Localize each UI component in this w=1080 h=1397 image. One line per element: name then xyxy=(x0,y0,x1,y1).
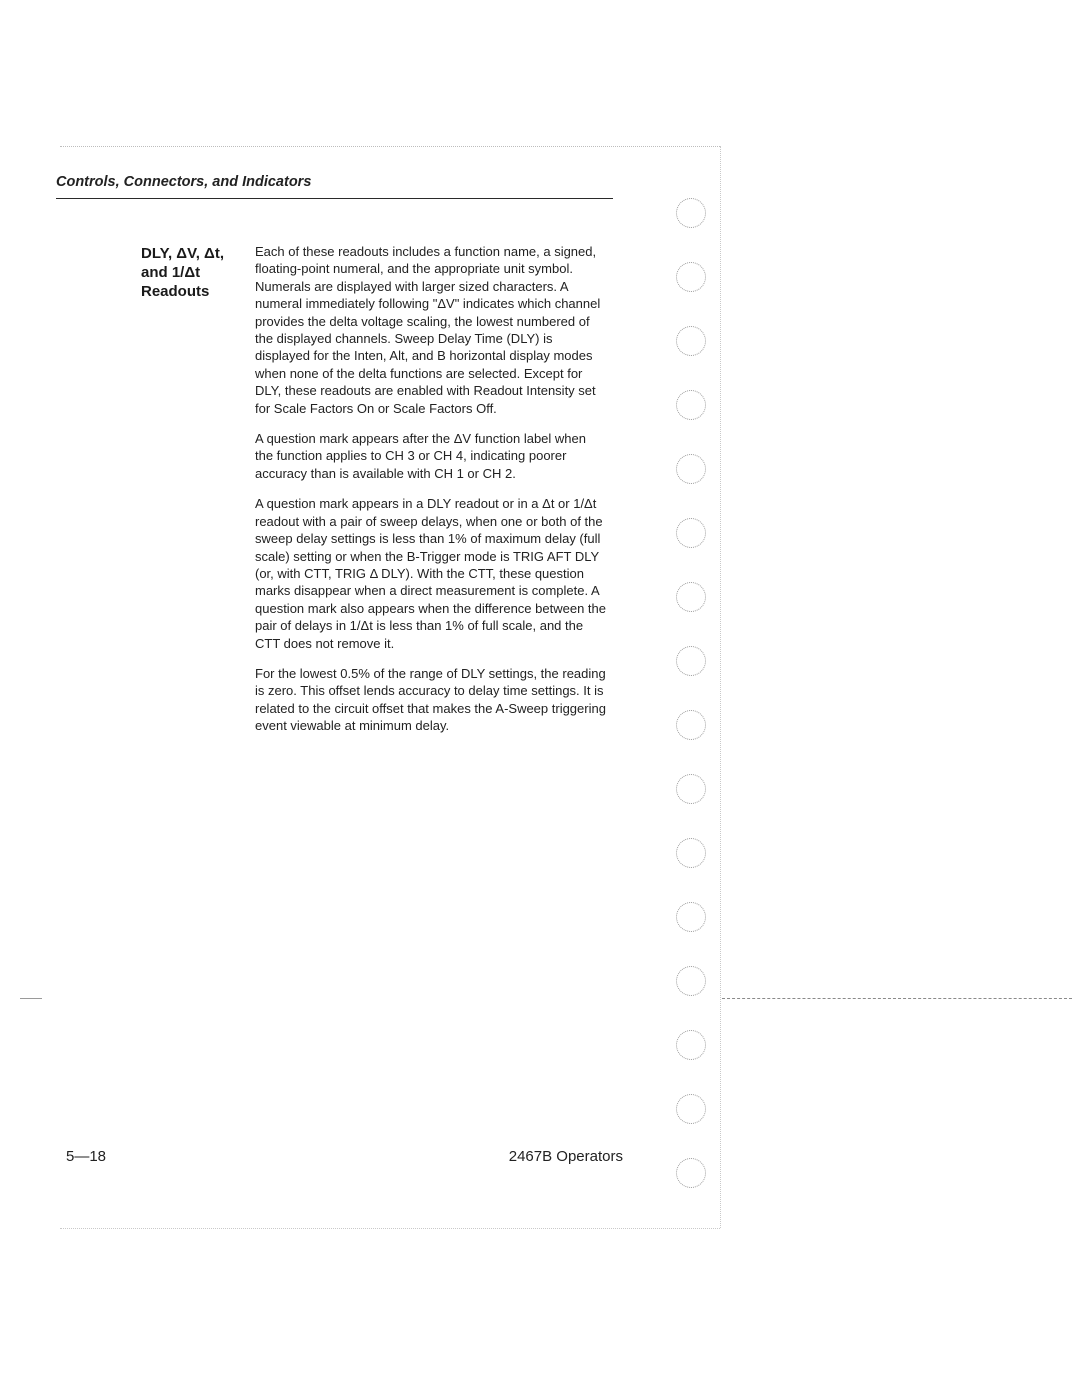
scan-edge-right xyxy=(720,146,721,1228)
side-heading xyxy=(141,244,251,301)
paragraph: A question mark appears in a DLY readout or in a Δt or 1/Δt readout with a pair of sweep delays, when one or both of the sweep delay settings is less than 1% of maximum delay (full scale) setting or when the B-Trigger mode is TRIG AFT DLY (or, with CTT, TRIG Δ DLY). With the CTT, these question marks disappear when a direct measurement is complete. A question mark also appears when the difference between the pair of delays in 1/Δt is less than 1% of full scale, and the CTT does not remove it. xyxy=(255,496,606,651)
binder-hole xyxy=(676,710,706,740)
binder-hole xyxy=(676,1158,706,1188)
binder-hole xyxy=(676,582,706,612)
body-text xyxy=(255,243,607,748)
binder-hole xyxy=(676,1094,706,1124)
page-number: 5—18 xyxy=(66,1148,107,1165)
binder-hole xyxy=(676,262,706,292)
paragraph: Each of these readouts includes a function name, a signed, floating-point numeral, and the appropriate unit symbol. Numerals are displayed with larger sized characters. A numeral immediately following "ΔV" indicates which channel provides the delta voltage scaling, the lowest numbered of the displayed channels. Sweep Delay Time (DLY) is displayed for the Inten, Alt, and B horizontal display modes when none of the delta functions are selected. Except for DLY, these readouts are enabled with Readout Intensity set for Scale Factors On or Scale Factors Off. xyxy=(255,244,601,416)
binder-hole xyxy=(676,838,706,868)
paragraph: A question mark appears after the ΔV function label when the function applies to CH 3 or CH 4, indicating poorer accuracy than is available with CH 1 or CH 2. xyxy=(255,431,586,481)
side-heading-line: DLY, ΔV, Δt, xyxy=(141,245,224,262)
binder-hole xyxy=(676,518,706,548)
binder-hole xyxy=(676,902,706,932)
side-heading-line: Readouts xyxy=(141,283,210,300)
header-rule xyxy=(56,198,613,199)
scan-edge-top xyxy=(60,146,720,147)
paragraph: For the lowest 0.5% of the range of DLY settings, the reading is zero. This offset lends accuracy to delay time settings. It is related to the circuit offset that makes the A-Sweep triggering event viewable at minimum delay. xyxy=(255,665,606,734)
binder-hole xyxy=(676,198,706,228)
manual-title: 2467B Operators xyxy=(508,1148,623,1165)
binder-hole xyxy=(676,646,706,676)
binder-hole xyxy=(676,454,706,484)
binder-hole xyxy=(676,390,706,420)
binder-hole xyxy=(676,1030,706,1060)
binder-hole xyxy=(676,966,706,996)
scan-edge-bottom xyxy=(60,1228,720,1229)
binder-hole xyxy=(676,326,706,356)
section-header: Controls, Connectors, and Indicators xyxy=(56,174,312,190)
scan-artifact-tick xyxy=(20,998,42,999)
binder-hole xyxy=(676,774,706,804)
side-heading-line: and 1/Δt xyxy=(141,264,201,281)
scan-artifact-line xyxy=(722,998,1072,999)
